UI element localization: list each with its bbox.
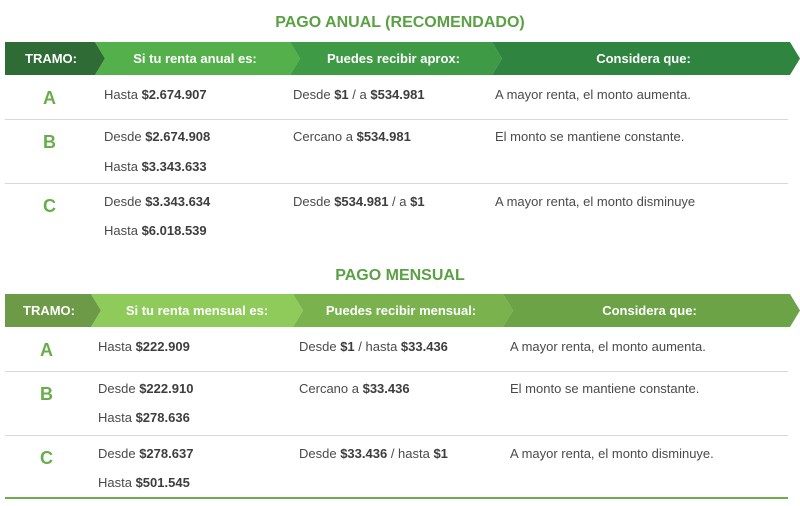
renta-range: Hasta $2.674.907 — [104, 87, 207, 102]
annual-header-renta: Si tu renta anual es: — [133, 51, 257, 66]
considera-note: El monto se mantiene constante. — [495, 129, 685, 144]
annual-header-recibir: Puedes recibir aprox: — [327, 51, 460, 66]
recibir-range: Desde $534.981 / a $1 — [293, 194, 425, 209]
table-bottom-divider — [5, 497, 788, 499]
monthly-header-considera: Considera que: — [602, 303, 697, 318]
renta-range: Desde $2.674.908 — [104, 129, 211, 144]
monthly-row-a — [5, 327, 788, 372]
annual-row-b — [5, 120, 788, 184]
tramo-letter: C — [43, 196, 56, 216]
annual-header-tramo: TRAMO: — [25, 51, 77, 66]
monthly-header-tramo: TRAMO: — [23, 303, 75, 318]
renta-range: Hasta $222.909 — [98, 339, 190, 354]
annual-header-considera: Considera que: — [596, 51, 691, 66]
monthly-header-renta: Si tu renta mensual es: — [125, 303, 269, 318]
annual-row-c — [5, 184, 788, 246]
tramo-letter: A — [40, 340, 53, 360]
considera-note: A mayor renta, el monto disminuye — [495, 194, 696, 209]
monthly-header-recibir: Puedes recibir mensual: — [325, 303, 477, 318]
annual-header-labels — [5, 42, 800, 75]
monthly-title: PAGO MENSUAL — [335, 267, 465, 284]
renta-range: Desde $222.910 — [98, 381, 194, 396]
renta-range-upper: Hasta $278.636 — [98, 410, 190, 425]
renta-range-upper: Hasta $6.018.539 — [104, 223, 207, 238]
tramo-letter: B — [43, 132, 56, 152]
considera-note: A mayor renta, el monto aumenta. — [510, 339, 706, 354]
monthly-row-c — [5, 436, 788, 496]
recibir-range: Cercano a $33.436 — [299, 381, 410, 396]
recibir-range: Desde $1 / a $534.981 — [293, 87, 425, 102]
annual-title: PAGO ANUAL (RECOMENDADO) — [275, 14, 525, 31]
recibir-range: Desde $1 / hasta $33.436 — [299, 339, 448, 354]
annual-row-a — [5, 75, 788, 120]
recibir-range: Cercano a $534.981 — [293, 129, 411, 144]
tramo-letter: B — [40, 384, 53, 404]
renta-range-upper: Hasta $501.545 — [98, 475, 190, 490]
tramo-letter: C — [40, 448, 53, 468]
monthly-header-labels — [5, 294, 800, 327]
considera-note: El monto se mantiene constante. — [510, 381, 700, 396]
renta-range: Desde $278.637 — [98, 446, 194, 461]
tramo-letter: A — [43, 88, 56, 108]
renta-range-upper: Hasta $3.343.633 — [104, 159, 207, 174]
considera-note: A mayor renta, el monto aumenta. — [495, 87, 691, 102]
recibir-range: Desde $33.436 / hasta $1 — [299, 446, 448, 461]
renta-range: Desde $3.343.634 — [104, 194, 211, 209]
monthly-row-b — [5, 372, 788, 436]
considera-note: A mayor renta, el monto disminuye. — [510, 446, 714, 461]
